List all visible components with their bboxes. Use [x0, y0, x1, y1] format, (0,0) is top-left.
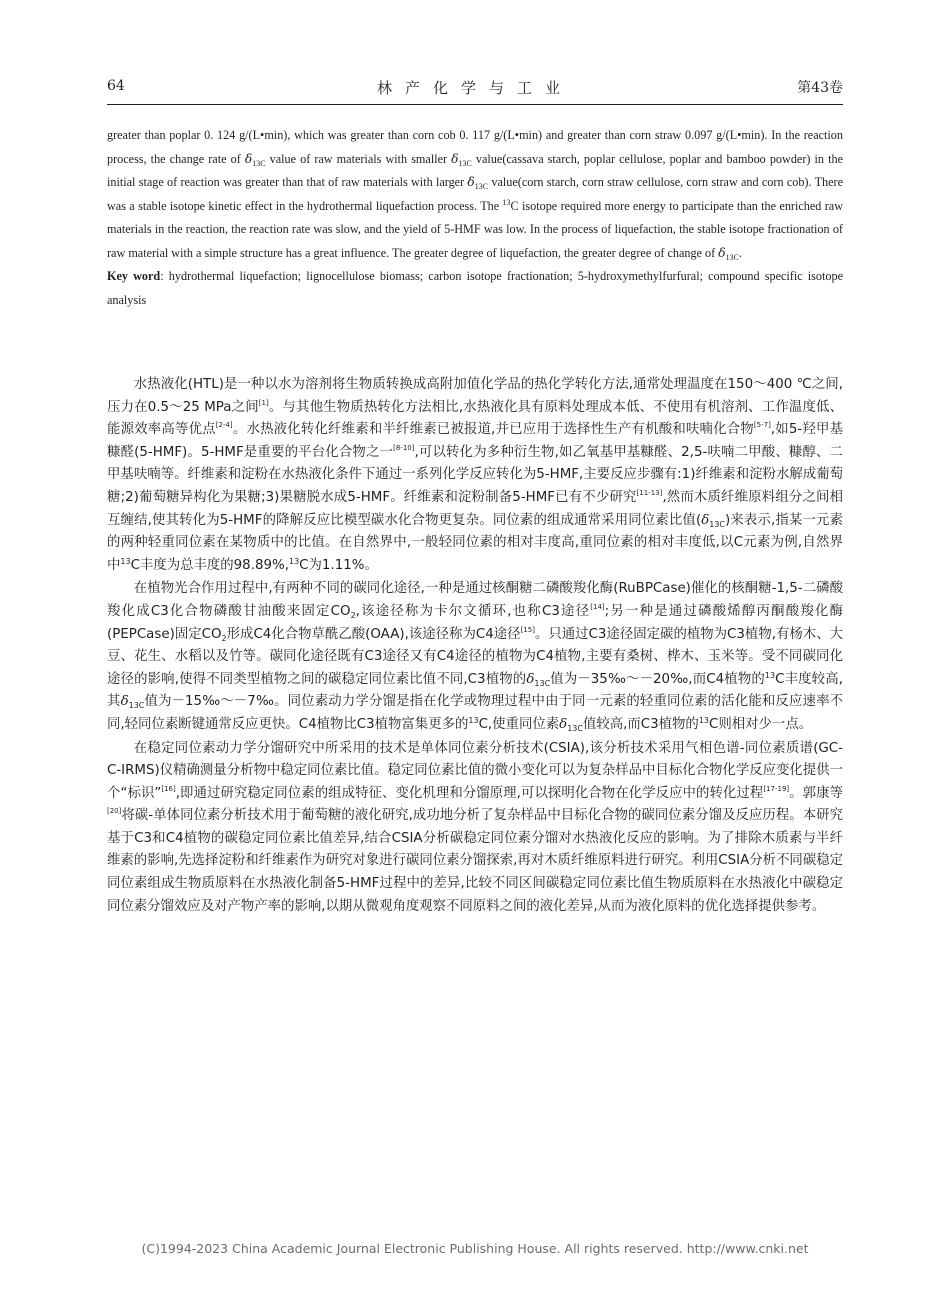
citation: [1]: [258, 398, 269, 407]
body-paragraph-1: 水热液化(HTL)是一种以水为溶剂将生物质转换成高附加值化学品的热化学转化方法,通常处理温度在150～400 ℃之间,压力在0.5～25 MPa之间[1]。与其他生物质热转化方法相比,水热液化具有原料处理成本低、不使用有机溶剂、工作温度低、能源效率高等优点[2-4]。水热液化转化纤维素和半纤维素已被报道,并已应用于选择性生产有机酸和呋喃化合物[5-7],如5-羟甲基糠醛(5-HMF)。5-HMF是重要的平台化合物之一[8-10],可以转化为多种衍生物,如乙氧基甲基糠醛、2,5-呋喃二甲酸、糠醇、二甲基呋喃等。纤维素和淀粉在水热液化条件下通过一系列化学反应转化为5-HMF,主要反应步骤有:1)纤维素和淀粉水解成葡萄糖;2)葡萄糖异构化为果糖;3)果糖脱水成5-HMF。纤维素和淀粉制备5-HMF已有不少研究[11-13],然而木质纤维原料组分之间相互缠结,使其转化为5-HMF的降解反应比模型碳水化合物更复杂。同位素的组成通常采用同位素比值$(\delta_{13C})$来表示,指某一元素的两种轻重同位素在某物质中的比值。在自然界中,一般轻同位素的相对丰度高,重同位素的相对丰度低,以C元素为例,自然界中$^{13}$C丰度为总丰度的98.89%,$^{13}$C为1.11%。: [107, 377, 843, 573]
abstract-text: greater than poplar 0. 124 g/(L•min), which was greater than corn cob 0. 117 g/(L•min) and greater than corn straw 0.097 g/(L•min). In the reaction process, the change rate of $\delta_{13C}$ value of raw materials with smaller $\delta_{13C}$ value(cassava starch, poplar cellulose, poplar and bamboo powder) in the initial stage of reaction was greater than that of raw materials with larger $\delta_{13C}$ value(corn starch, corn straw cellulose, corn straw and corn cob). There was a stable isotope kinetic effect in the hydrothermal liquefaction process. The $^{13}$C isotope required more energy to participate than the enriched raw materials in the reaction, the reaction rate was slow, and the yield of 5-HMF was low. In the process of liquefaction, the stable isotope fractionation of raw material with a simple structure has a great influence. The greater degree of liquefaction, the greater degree of change of $\delta_{13C}$.: [107, 128, 844, 262]
citation: [5-7]: [753, 421, 771, 430]
copyright-footer: (C)1994-2023 China Academic Journal Electronic Publishing House. All rights reserved. http://www.cnki.net: [141, 1241, 809, 1256]
page-number: 64: [107, 78, 125, 94]
citation: [15]: [520, 625, 535, 634]
english-abstract: [107, 124, 843, 312]
citation: [16]: [161, 784, 176, 793]
keyword-list: : hydrothermal liquefaction; lignocellulose biomass; carbon isotope fractionation; 5-hydroxymethylfurfural; compound specific isotope analysis: [107, 269, 843, 307]
citation: [14]: [590, 602, 605, 611]
article-body: [107, 374, 843, 919]
journal-title: 林产化学与工业: [376, 79, 573, 97]
citation: [17-19]: [763, 784, 790, 793]
keywords: [107, 265, 843, 312]
keyword-label: Key word: [107, 269, 161, 283]
body-paragraph-3: 在稳定同位素动力学分馏研究中所采用的技术是单体同位素分析技术(CSIA),该分析技术采用气相色谱-同位素质谱(GC-C-IRMS)仪精确测量分析物中稳定同位素比值。稳定同位素比值的微小变化可以为复杂样品中目标化合物化学反应变化提供一个“标识”[16],即通过研究稳定同位素的组成特征、变化机理和分馏原理,可以探明化合物在化学反应中的转化过程[17-19]。郭康等[20]将碳-单体同位素分析技术用于葡萄糖的液化研究,成功地分析了复杂样品中目标化合物的碳同位素分馏及反应历程。本研究基于C3和C4植物的碳稳定同位素比值差异,结合CSIA分析碳稳定同位素分馏对水热液化反应的影响。为了排除木质素与半纤维素的影响,先选择淀粉和纤维素作为研究对象进行碳同位素分馏探索,再对木质纤维原料进行研究。利用CSIA分析不同碳稳定同位素组成生物质原料在水热液化制备5-HMF过程中的差异,比较不同区间碳稳定同位素比值生物质原料在水热液化中碳稳定同位素分馏效应及对产物产率的影响,以期从微观角度观察不同原料之间的液化差异,从而为液化原料的优化选择提供参考。: [107, 740, 843, 914]
citation: [11-13]: [636, 488, 663, 497]
citation: [20]: [107, 807, 122, 816]
body-paragraph-2: 在植物光合作用过程中,有两种不同的碳同化途径,一种是通过核酮糖二磷酸羧化酶(RuBPCase)催化的核酮糖-1,5-二磷酸羧化成C3化合物磷酸甘油酸来固定$CO_2$,该途径称为卡尔文循环,也称C3途径[14];另一种是通过磷酸烯醇丙酮酸羧化酶(PEPCase)固定$CO_2$形成C4化合物草酰乙酸(OAA),该途径称为C4途径[15]。只通过C3途径固定碳的植物为C3植物,有杨木、大豆、花生、水稻以及竹等。碳同化途径既有C3途径又有C4途径的植物为C4植物,主要有桑树、桦木、玉米等。受不同碳同化途径的影响,使得不同类型植物之间的碳稳定同位素比值不同,C3植物的$\delta_{13C}$值为－35‰～－20‰,而C4植物的$^{13}$C丰度较高,其$\delta_{13C}$值为－15‰～－7‰。同位素动力学分馏是指在化学或物理过程中由于同一元素的轻重同位素的活化能和反应速率不同,轻同位素断键通常反应更快。C4植物比C3植物富集更多的$^{13}$C,使重同位素$\delta_{13C}$值较高,而C3植物的$^{13}$C则相对少一点。: [107, 581, 844, 733]
volume-label: 第43卷: [797, 80, 843, 96]
citation: [8-10]: [393, 443, 415, 452]
running-header: [107, 76, 843, 105]
citation: [2-4]: [215, 421, 233, 430]
